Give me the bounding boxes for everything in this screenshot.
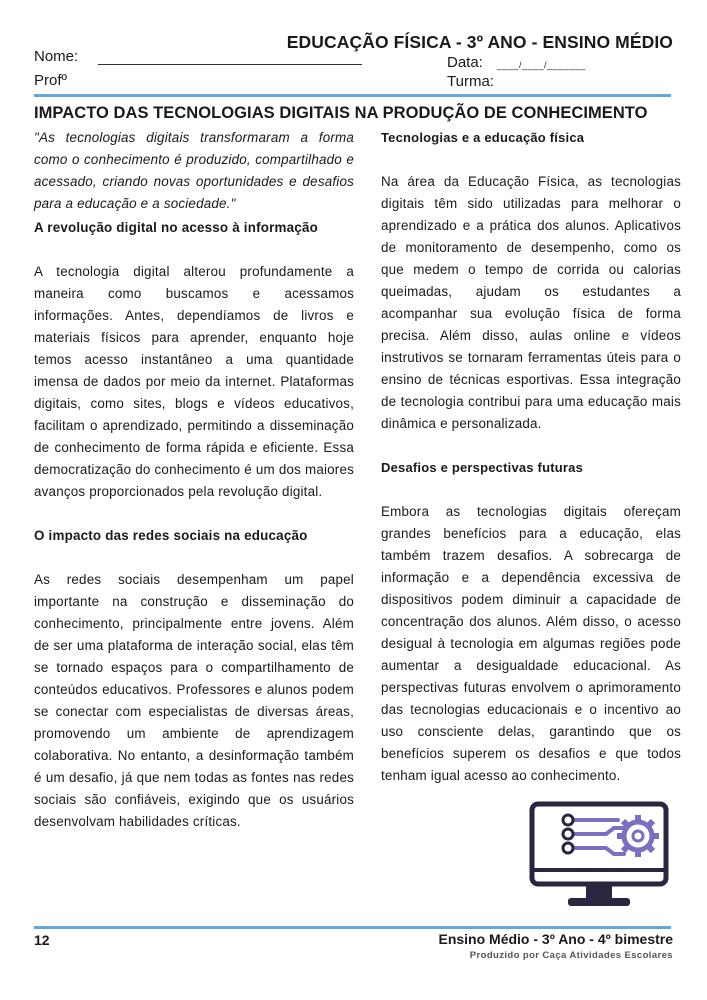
date-blank: ____/____/_______	[497, 60, 586, 70]
date-label: Data:	[447, 54, 483, 71]
section-heading-social-networks: O impacto das redes sociais na educação	[34, 528, 308, 543]
computer-gear-icon	[528, 800, 670, 921]
intro-quote: "As tecnologias digitais transformaram a forma como o conhecimento é produzido, compartilhado e acessado, criando novas oportunidades e desafios para a educação e a sociedade."	[34, 130, 354, 211]
name-label: Nome:	[34, 48, 79, 65]
footer-divider	[34, 926, 671, 929]
section-heading-digital-revolution: A revolução digital no acesso à informação	[34, 220, 318, 235]
prof-label: Profº	[34, 72, 67, 89]
left-column	[34, 127, 354, 833]
right-column	[381, 127, 681, 787]
main-title: IMPACTO DAS TECNOLOGIAS DIGITAIS NA PRODUÇÃO DE CONHECIMENTO	[34, 104, 648, 122]
paragraph-social-networks: As redes sociais desempenham um papel importante na construção e disseminação do conhecimento, principalmente entre jovens. Além de ser uma plataforma de interação social, elas têm se tornado espaços para o compartilhamento de conteúdos educativos. Professores e alunos podem se conectar com especialistas de diversas áreas, promovendo um ambiente de aprendizagem colaborativa. No entanto, a desinformação também é um desafio, já que nem todas as fontes nas redes sociais são confiáveis, exigindo que os usuários desenvolvam habilidades críticas.	[34, 572, 354, 829]
header-divider	[34, 94, 671, 97]
paragraph-digital-revolution: A tecnologia digital alterou profundamente a maneira como buscamos e acessamos informações. Antes, dependíamos de livros e materiais físicos para aprender, enquanto hoje temos acesso instantâneo a uma quantidade imensa de dados por meio da internet. Plataformas digitais, como sites, blogs e vídeos educativos, facilitam o aprendizado, permitindo a disseminação de conhecimento de forma rápida e eficiente. Essa democratização do conhecimento é um dos maiores avanços proporcionados pela revolução digital.	[34, 264, 354, 499]
class-label: Turma:	[447, 73, 494, 90]
page-number: 12	[34, 932, 50, 948]
section-heading-physical-education: Tecnologias e a educação física	[381, 130, 585, 145]
section-heading-challenges: Desafios e perspectivas futuras	[381, 460, 584, 475]
name-line	[98, 64, 362, 65]
paragraph-challenges: Embora as tecnologias digitais ofereçam grandes benefícios para a educação, elas também trazem desafios. A sobrecarga de informação e a dependência excessiva de dispositivos podem diminuir a capacidade de concentração dos alunos. Além disso, o acesso desigual à tecnologia em algumas regiões pode aumentar a desigualdade educacional. As perspectivas futuras envolvem o aprimoramento das tecnologias educacionais e o incentivo ao uso consciente delas, garantindo que os benefícios superem os desafios e que todos tenham igual acesso ao conhecimento.	[381, 504, 681, 783]
paragraph-physical-education: Na área da Educação Física, as tecnologias digitais têm sido utilizadas para melhorar o aprendizado e a prática dos alunos. Aplicativos de monitoramento de desempenho, como os que medem o tempo de corrida ou calorias queimadas, ajudam os estudantes a acompanhar sua evolução física de forma precisa. Além disso, aulas online e vídeos instrutivos se tornaram ferramentas úteis para o ensino de técnicas esportivas. Essa integração de tecnologia contribui para uma educação mais dinâmica e personalizada.	[381, 174, 681, 431]
footer-course: Ensino Médio - 3º Ano - 4º bimestre	[438, 931, 673, 947]
footer-credit: Produzido por Caça Atividades Escolares	[469, 950, 673, 961]
worksheet-title: EDUCAÇÃO FÍSICA - 3º ANO - ENSINO MÉDIO	[286, 32, 673, 52]
